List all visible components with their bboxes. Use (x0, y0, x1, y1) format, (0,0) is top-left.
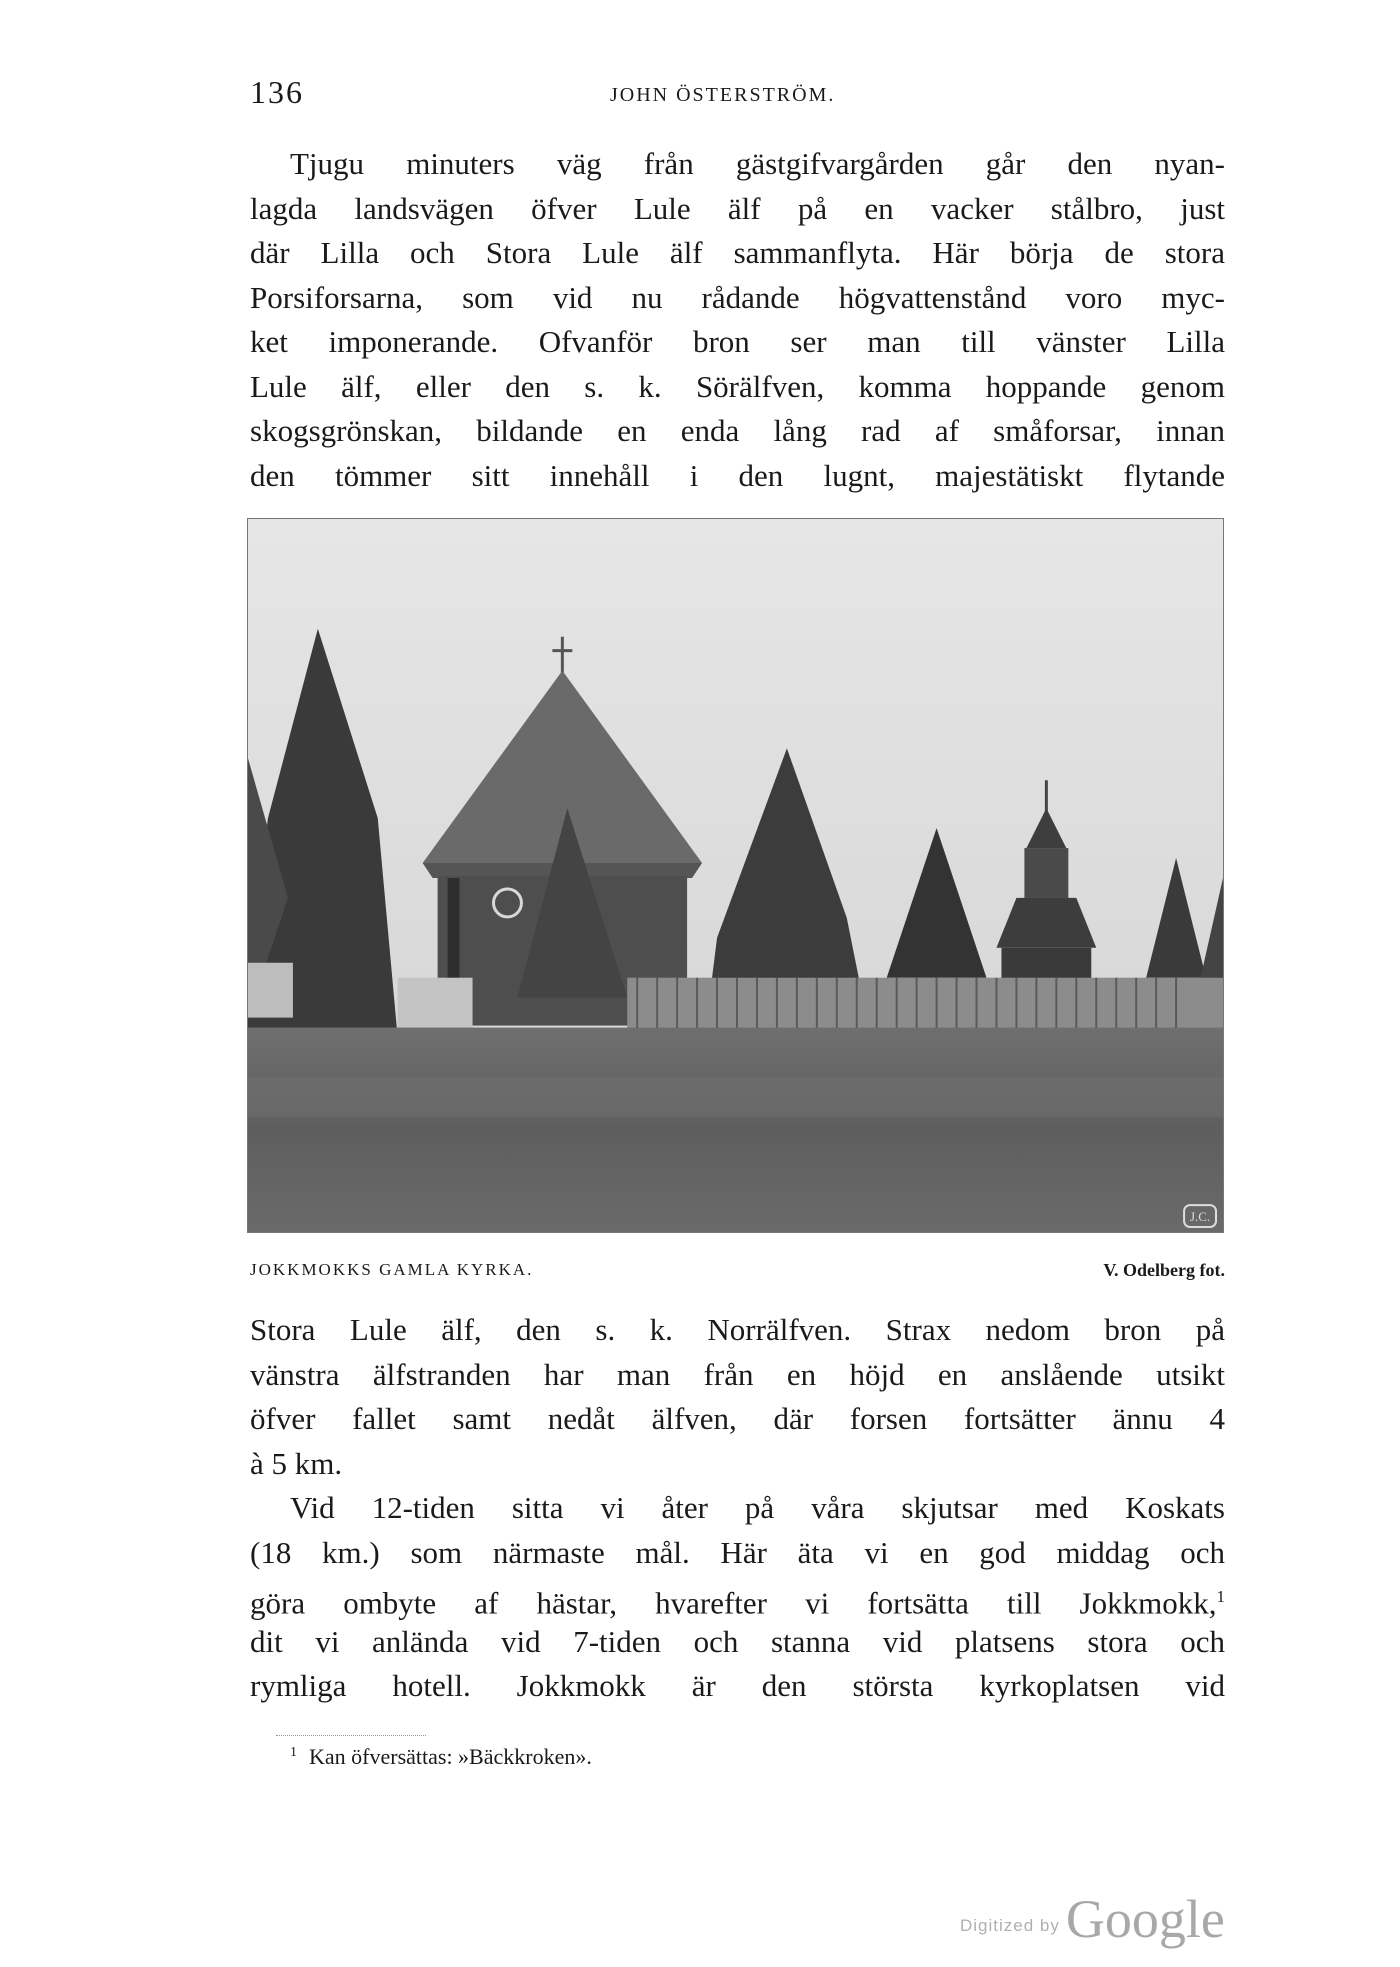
paragraph-1 (250, 142, 1225, 498)
text-line: Lule älf, eller den s. k. Sörälfven, komma hoppande genom (250, 368, 1225, 404)
text-line: Porsiforsarna, som vid nu rådande högvattenstånd voro myc- (250, 279, 1225, 315)
text-line: öfver fallet samt nedåt älfven, där forsen fortsätter ännu 4 (250, 1401, 1225, 1436)
running-head (250, 74, 1225, 114)
text-line: Stora Lule älf, den s. k. Norrälfven. Strax nedom bron på (250, 1312, 1225, 1347)
text-line: dit vi anlända vid 7-tiden och stanna vid platsens stora och (250, 1623, 1225, 1659)
footnote-reference: 1 (1216, 1587, 1225, 1606)
google-logo: Google (1065, 1889, 1225, 1949)
text-line: vänstra älfstranden har man från en höjd en anslående utsikt (250, 1356, 1225, 1392)
page-number: 136 (250, 74, 304, 110)
footnote-rule (276, 1735, 426, 1736)
text-line: den tömmer sitt innehåll i den lugnt, majestätiskt flytande (250, 457, 1225, 493)
text-line: (18 km.) som närmaste mål. Här äta vi en god middag och (250, 1534, 1225, 1570)
church-photograph (247, 518, 1224, 1233)
text-line: à 5 km. (250, 1445, 343, 1481)
photo-credit: V. Odelberg fot. (1103, 1260, 1225, 1280)
photo-illustration (248, 519, 1223, 1232)
text-line: rymliga hotell. Jokkmokk är den största kyrkoplatsen vid (250, 1668, 1225, 1703)
text-line: ket imponerande. Ofvanför bron ser man till vänster Lilla (250, 324, 1225, 359)
digitized-watermark (960, 1888, 1225, 1948)
paragraph-2 (250, 1308, 1225, 1709)
text-line: Tjugu minuters väg från gästgifvargården går den nyan- (290, 146, 1225, 181)
caption-title: JOKKMOKKS GAMLA KYRKA. (250, 1260, 534, 1279)
text-line: där Lilla och Stora Lule älf sammanflyta. Här börja de stora (250, 235, 1225, 270)
photo-monogram: J.C. (1189, 1209, 1211, 1225)
text-line (250, 1575, 1225, 1620)
footnote-mark: 1 (290, 1744, 297, 1760)
text-line: skogsgrönskan, bildande en enda lång rad af småforsar, innan (250, 413, 1225, 448)
running-title: JOHN ÖSTERSTRÖM. (610, 84, 836, 106)
text-line: Vid 12-tiden sitta vi åter på våra skjutsar med Koskats (290, 1490, 1225, 1525)
watermark-prefix: Digitized by (960, 1916, 1060, 1935)
footnote-text: Kan öfversättas: »Bäckkroken». (309, 1744, 592, 1769)
footnote (290, 1744, 592, 1770)
figure-caption (250, 1260, 1225, 1290)
text-line: lagda landsvägen öfver Lule älf på en vacker stålbro, just (250, 190, 1225, 226)
text-line-content: göra ombyte af hästar, hvarefter vi fortsätta till Jokkmokk, (250, 1585, 1217, 1621)
